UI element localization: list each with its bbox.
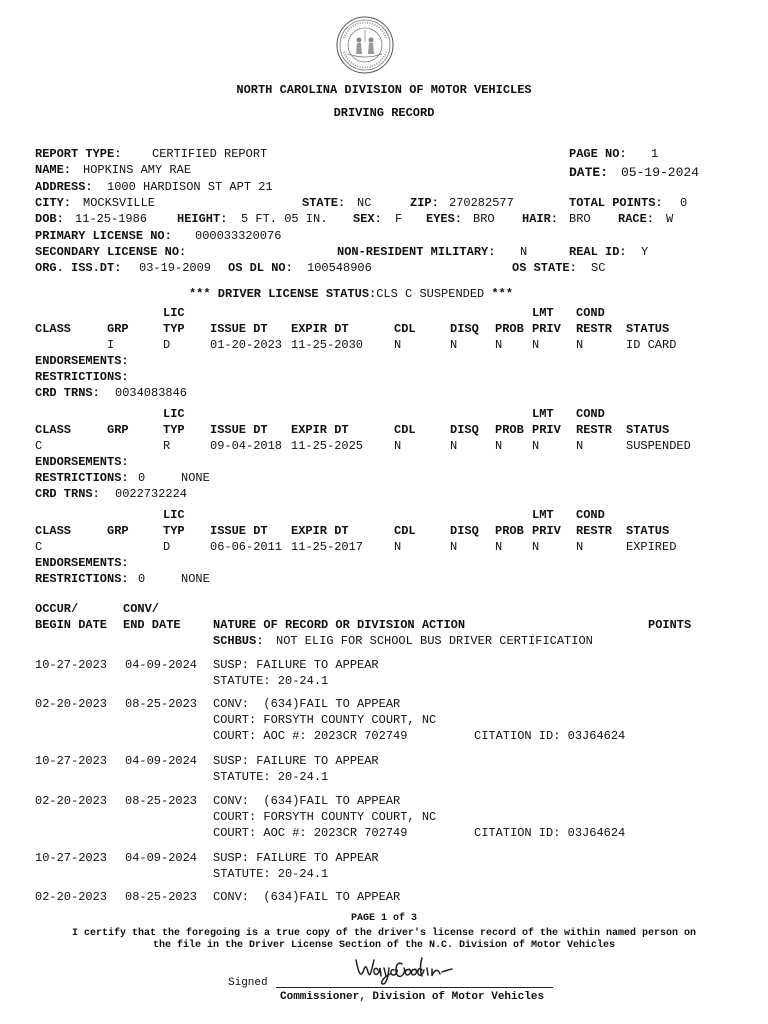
total-points-value: 0 (680, 196, 688, 210)
cond-header: COND (576, 306, 605, 320)
state-seal-icon (336, 16, 394, 74)
cdl-header: CDL (394, 322, 416, 336)
license-typ: D (163, 338, 171, 352)
certify-line-2: the file in the Driver License Section of the N.C. Division of Motor Vehicles (152, 940, 616, 951)
disq-header: DISQ (450, 322, 479, 336)
record-description-line: STATUTE: 20-24.1 (213, 674, 329, 688)
race-label: RACE: (618, 212, 655, 226)
license-status-line (189, 287, 513, 302)
city-value: MOCKSVILLE (83, 196, 156, 210)
license-priv: N (532, 338, 540, 352)
os-dl-label: OS DL NO: (228, 261, 293, 275)
restr-header: RESTR (576, 524, 613, 538)
crd-trns-label: CRD TRNS: (35, 386, 100, 400)
cond-header: COND (576, 508, 605, 522)
os-state-value: SC (591, 261, 606, 275)
disq-header: DISQ (450, 524, 479, 538)
license-cdl: N (394, 540, 402, 554)
record-begin-date: 02-20-2023 (35, 890, 108, 904)
address-label: ADDRESS: (35, 180, 93, 194)
restrictions-label: RESTRICTIONS: (35, 572, 129, 586)
hair-label: HAIR: (522, 212, 559, 226)
disq-header: DISQ (450, 423, 479, 437)
state-value: NC (357, 196, 372, 210)
record-description-line: COURT: AOC #: 2023CR 702749 (213, 729, 408, 743)
restrictions-label: RESTRICTIONS: (35, 471, 129, 485)
agency-title: NORTH CAROLINA DIVISION OF MOTOR VEHICLES (236, 83, 532, 97)
status-value: CLS C SUSPENDED (376, 287, 485, 301)
record-description-line: STATUTE: 20-24.1 (213, 867, 329, 881)
endorsements-label: ENDORSEMENTS: (35, 354, 129, 368)
expir-dt-header: EXPIR DT (291, 322, 349, 336)
record-description-line: COURT: AOC #: 2023CR 702749 (213, 826, 408, 840)
signed-label: Signed (228, 977, 268, 989)
zip-value: 270282577 (449, 196, 514, 210)
restr-header: RESTR (576, 423, 613, 437)
record-description-line: SUSP: FAILURE TO APPEAR (213, 754, 379, 768)
org-iss-value: 03-19-2009 (139, 261, 212, 275)
org-iss-label: ORG. ISS.DT: (35, 261, 122, 275)
record-description-line: COURT: FORSYTH COUNTY COURT, NC (213, 713, 437, 727)
grp-header: GRP (107, 322, 129, 336)
cdl-header: CDL (394, 524, 416, 538)
os-dl-value: 100548906 (307, 261, 372, 275)
points-header: POINTS (648, 618, 692, 632)
typ-header: TYP (163, 322, 185, 336)
occur-header: OCCUR/ (35, 602, 79, 616)
address-value: 1000 HARDISON ST APT 21 (107, 180, 273, 194)
priv-header: PRIV (532, 322, 561, 336)
restriction-desc: NONE (181, 471, 210, 485)
status-prefix: *** DRIVER LICENSE STATUS: (189, 287, 377, 301)
issue-dt-header: ISSUE DT (210, 322, 268, 336)
class-header: CLASS (35, 423, 72, 437)
license-disq: N (450, 439, 458, 453)
crd-trns-label: CRD TRNS: (35, 487, 100, 501)
signature-icon (350, 950, 454, 986)
primary-license-label: PRIMARY LICENSE NO: (35, 229, 172, 243)
record-begin-date: 02-20-2023 (35, 697, 108, 711)
license-typ: R (163, 439, 171, 453)
record-description-line: CONV: (634)FAIL TO APPEAR (213, 697, 401, 711)
name-value: HOPKINS AMY RAE (83, 163, 192, 177)
name-label: NAME: (35, 163, 72, 177)
expir-dt-header: EXPIR DT (291, 524, 349, 538)
license-expir-dt: 11-25-2025 (291, 439, 364, 453)
schbus-value: NOT ELIG FOR SCHOOL BUS DRIVER CERTIFICATION (276, 634, 593, 648)
record-begin-date: 10-27-2023 (35, 851, 108, 865)
license-prob: N (495, 540, 503, 554)
record-end-date: 04-09-2024 (125, 851, 198, 865)
issue-dt-header: ISSUE DT (210, 423, 268, 437)
nonres-military-value: N (520, 245, 528, 259)
city-label: CITY: (35, 196, 72, 210)
license-expir-dt: 11-25-2017 (291, 540, 364, 554)
license-disq: N (450, 540, 458, 554)
license-disq: N (450, 338, 458, 352)
lmt-header: LMT (532, 508, 554, 522)
class-header: CLASS (35, 524, 72, 538)
prob-header: PROB (495, 322, 524, 336)
page-no-value: 1 (651, 147, 659, 161)
commissioner-title: Commissioner, Division of Motor Vehicles (280, 991, 545, 1003)
record-description-line: CONV: (634)FAIL TO APPEAR (213, 890, 401, 904)
lic-header: LIC (163, 508, 185, 522)
signature-line (276, 987, 553, 988)
license-issue-dt: 09-04-2018 (210, 439, 283, 453)
restriction-desc: NONE (181, 572, 210, 586)
grp-header: GRP (107, 524, 129, 538)
lic-header: LIC (163, 407, 185, 421)
license-prob: N (495, 338, 503, 352)
license-typ: D (163, 540, 171, 554)
restrictions-label: RESTRICTIONS: (35, 370, 129, 384)
prob-header: PROB (495, 423, 524, 437)
report-type-label: REPORT TYPE: (35, 147, 122, 161)
secondary-license-label: SECONDARY LICENSE NO: (35, 245, 187, 259)
os-state-label: OS STATE: (512, 261, 577, 275)
end-date-header: END DATE (123, 618, 181, 632)
grp-header: GRP (107, 423, 129, 437)
crd-trns-value: 0022732224 (115, 487, 188, 501)
date-label: DATE: (569, 165, 609, 180)
license-status: EXPIRED (626, 540, 677, 554)
record-begin-date: 02-20-2023 (35, 794, 108, 808)
cond-header: COND (576, 407, 605, 421)
issue-dt-header: ISSUE DT (210, 524, 268, 538)
restriction-code: 0 (138, 471, 146, 485)
record-end-date: 04-09-2024 (125, 658, 198, 672)
date-value: 05-19-2024 (621, 165, 700, 180)
conv-header: CONV/ (123, 602, 160, 616)
crd-trns-value: 0034083846 (115, 386, 188, 400)
lmt-header: LMT (532, 306, 554, 320)
priv-header: PRIV (532, 423, 561, 437)
height-label: HEIGHT: (177, 212, 228, 226)
lic-header: LIC (163, 306, 185, 320)
eyes-value: BRO (473, 212, 495, 226)
eyes-label: EYES: (426, 212, 463, 226)
record-begin-date: 10-27-2023 (35, 754, 108, 768)
license-cdl: N (394, 338, 402, 352)
license-issue-dt: 06-06-2011 (210, 540, 283, 554)
prob-header: PROB (495, 524, 524, 538)
begin-date-header: BEGIN DATE (35, 618, 108, 632)
sex-label: SEX: (353, 212, 382, 226)
total-points-label: TOTAL POINTS: (569, 196, 663, 210)
record-end-date: 08-25-2023 (125, 697, 198, 711)
status-header: STATUS (626, 322, 670, 336)
document-title: DRIVING RECORD (333, 106, 435, 120)
dob-value: 11-25-1986 (75, 212, 148, 226)
schbus-label: SCHBUS: (213, 634, 264, 648)
record-begin-date: 10-27-2023 (35, 658, 108, 672)
license-priv: N (532, 540, 540, 554)
status-header: STATUS (626, 524, 670, 538)
license-cdl: N (394, 439, 402, 453)
real-id-value: Y (641, 245, 649, 259)
state-label: STATE: (302, 196, 346, 210)
priv-header: PRIV (532, 524, 561, 538)
license-restr: N (576, 338, 584, 352)
record-end-date: 08-25-2023 (125, 794, 198, 808)
class-header: CLASS (35, 322, 72, 336)
record-end-date: 08-25-2023 (125, 890, 198, 904)
record-description-line: COURT: FORSYTH COUNTY COURT, NC (213, 810, 437, 824)
license-expir-dt: 11-25-2030 (291, 338, 364, 352)
page-of: PAGE 1 of 3 (350, 913, 417, 924)
license-class: C (35, 439, 43, 453)
endorsements-label: ENDORSEMENTS: (35, 556, 129, 570)
page-no-label: PAGE NO: (569, 147, 627, 161)
license-restr: N (576, 540, 584, 554)
endorsements-label: ENDORSEMENTS: (35, 455, 129, 469)
height-value: 5 FT. 05 IN. (241, 212, 328, 226)
license-prob: N (495, 439, 503, 453)
status-suffix: *** (484, 287, 514, 301)
restr-header: RESTR (576, 322, 613, 336)
restriction-code: 0 (138, 572, 146, 586)
license-class: C (35, 540, 43, 554)
status-header: STATUS (626, 423, 670, 437)
typ-header: TYP (163, 423, 185, 437)
race-value: W (666, 212, 674, 226)
record-description-line: CONV: (634)FAIL TO APPEAR (213, 794, 401, 808)
license-issue-dt: 01-20-2023 (210, 338, 283, 352)
record-description-line: SUSP: FAILURE TO APPEAR (213, 658, 379, 672)
license-status: ID CARD (626, 338, 677, 352)
primary-license-value: 000033320076 (195, 229, 282, 243)
record-end-date: 04-09-2024 (125, 754, 198, 768)
real-id-label: REAL ID: (569, 245, 627, 259)
dob-label: DOB: (35, 212, 64, 226)
license-restr: N (576, 439, 584, 453)
license-status: SUSPENDED (626, 439, 691, 453)
typ-header: TYP (163, 524, 185, 538)
report-type-value: CERTIFIED REPORT (152, 147, 268, 161)
cdl-header: CDL (394, 423, 416, 437)
record-description-line: SUSP: FAILURE TO APPEAR (213, 851, 379, 865)
zip-label: ZIP: (410, 196, 439, 210)
license-priv: N (532, 439, 540, 453)
license-grp: I (107, 338, 115, 352)
expir-dt-header: EXPIR DT (291, 423, 349, 437)
hair-value: BRO (569, 212, 591, 226)
record-description-line: STATUTE: 20-24.1 (213, 770, 329, 784)
certify-line-1: I certify that the foregoing is a true copy of the driver's license record of the within named person on (71, 928, 697, 939)
record-citation: CITATION ID: 03J64624 (474, 729, 626, 743)
nature-header: NATURE OF RECORD OR DIVISION ACTION (213, 618, 466, 632)
sex-value: F (395, 212, 403, 226)
nonres-military-label: NON-RESIDENT MILITARY: (337, 245, 496, 259)
lmt-header: LMT (532, 407, 554, 421)
record-citation: CITATION ID: 03J64624 (474, 826, 626, 840)
